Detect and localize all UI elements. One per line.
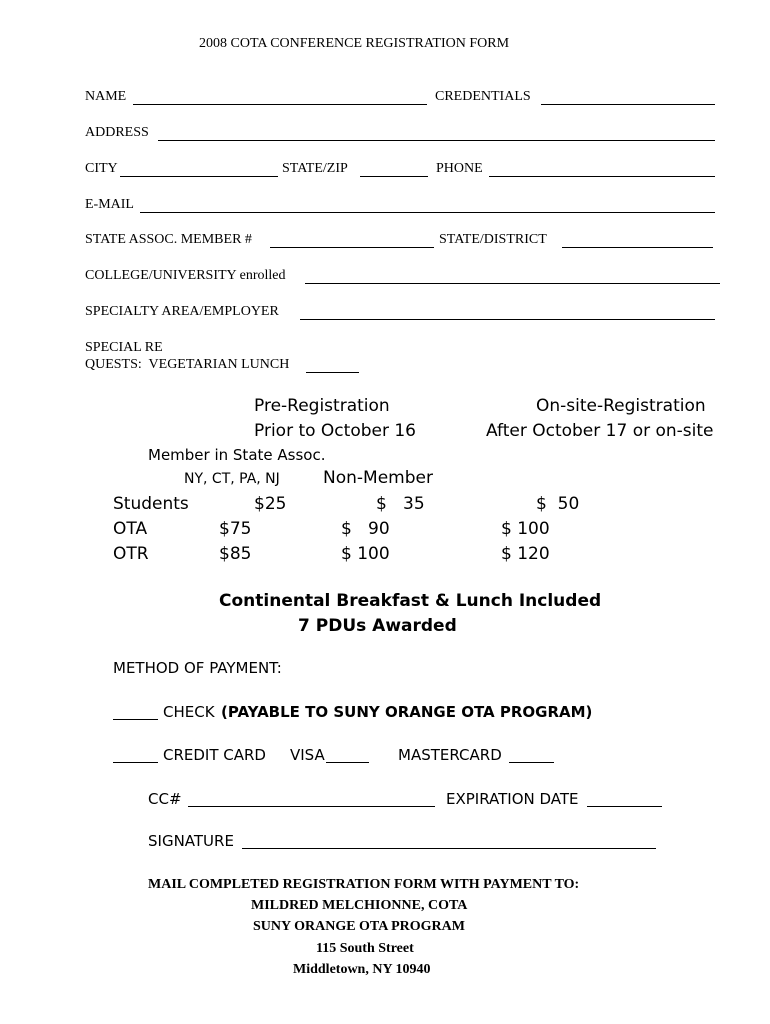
signature-label: SIGNATURE <box>148 832 234 850</box>
price-ota-nonmember: $ 90 <box>341 519 390 539</box>
pre-registration-date: Prior to October 16 <box>254 421 416 441</box>
special-requests-label-1: SPECIAL RE <box>85 340 163 355</box>
check-label: CHECK <box>163 703 215 721</box>
credit-card-blank[interactable] <box>113 762 158 763</box>
specialty-field[interactable] <box>300 319 715 320</box>
address-label: ADDRESS <box>85 125 149 140</box>
signature-field[interactable] <box>242 848 656 849</box>
special-requests-label-2: QUESTS: VEGETARIAN LUNCH <box>85 357 290 372</box>
price-otr-member: $85 <box>219 544 252 564</box>
included-line-1: Continental Breakfast & Lunch Included <box>219 591 602 611</box>
address-field[interactable] <box>158 140 715 141</box>
mail-instructions: MAIL COMPLETED REGISTRATION FORM WITH PAYMENT TO: <box>148 877 580 892</box>
mail-city: Middletown, NY 10940 <box>293 962 431 977</box>
state-district-field[interactable] <box>562 247 713 248</box>
state-district-label: STATE/DISTRICT <box>439 232 547 247</box>
member-states: NY, CT, PA, NJ <box>184 471 280 487</box>
price-students-onsite: $ 50 <box>536 494 580 514</box>
row-label-otr: OTR <box>113 544 149 564</box>
mail-program: SUNY ORANGE OTA PROGRAM <box>253 919 465 934</box>
row-label-ota: OTA <box>113 519 148 539</box>
non-member-heading: Non-Member <box>323 468 433 488</box>
onsite-registration-heading: On-site-Registration <box>536 396 706 416</box>
page-title: 2008 COTA CONFERENCE REGISTRATION FORM <box>199 36 510 51</box>
college-label: COLLEGE/UNIVERSITY enrolled <box>85 268 286 283</box>
price-ota-onsite: $ 100 <box>501 519 550 539</box>
price-students-member: $25 <box>254 494 287 514</box>
cc-number-field[interactable] <box>188 806 435 807</box>
check-blank[interactable] <box>113 719 158 720</box>
row-label-students: Students <box>113 494 189 514</box>
member-heading: Member in State Assoc. <box>148 446 326 464</box>
onsite-registration-date: After October 17 or on-site <box>486 421 714 441</box>
city-label: CITY <box>85 161 118 176</box>
credit-card-label: CREDIT CARD <box>163 746 266 764</box>
name-label: NAME <box>85 89 127 104</box>
price-students-nonmember: $ 35 <box>376 494 425 514</box>
credentials-label: CREDENTIALS <box>435 89 531 104</box>
credentials-field[interactable] <box>541 104 715 105</box>
pre-registration-heading: Pre-Registration <box>254 396 390 416</box>
state-assoc-field[interactable] <box>270 247 434 248</box>
included-line-2: 7 PDUs Awarded <box>298 616 457 636</box>
state-zip-label: STATE/ZIP <box>282 161 348 176</box>
method-of-payment-label: METHOD OF PAYMENT: <box>113 659 282 677</box>
college-field[interactable] <box>305 283 720 284</box>
price-otr-onsite: $ 120 <box>501 544 550 564</box>
visa-label: VISA <box>290 746 325 764</box>
expiration-field[interactable] <box>587 806 662 807</box>
state-zip-field[interactable] <box>360 176 428 177</box>
visa-blank[interactable] <box>326 762 369 763</box>
city-field[interactable] <box>120 176 278 177</box>
specialty-label: SPECIALTY AREA/EMPLOYER <box>85 304 279 319</box>
mastercard-blank[interactable] <box>509 762 554 763</box>
expiration-label: EXPIRATION DATE <box>446 790 579 808</box>
email-label: E-MAIL <box>85 197 134 212</box>
phone-field[interactable] <box>489 176 715 177</box>
price-otr-nonmember: $ 100 <box>341 544 390 564</box>
state-assoc-label: STATE ASSOC. MEMBER # <box>85 232 252 247</box>
check-payable-note: (PAYABLE TO SUNY ORANGE OTA PROGRAM) <box>221 703 593 721</box>
mail-street: 115 South Street <box>316 941 414 956</box>
email-field[interactable] <box>140 212 715 213</box>
vegetarian-lunch-field[interactable] <box>306 372 359 373</box>
mastercard-label: MASTERCARD <box>398 746 502 764</box>
price-ota-member: $75 <box>219 519 252 539</box>
name-field[interactable] <box>133 104 427 105</box>
phone-label: PHONE <box>436 161 483 176</box>
mail-recipient: MILDRED MELCHIONNE, COTA <box>251 898 468 913</box>
cc-number-label: CC# <box>148 790 182 808</box>
